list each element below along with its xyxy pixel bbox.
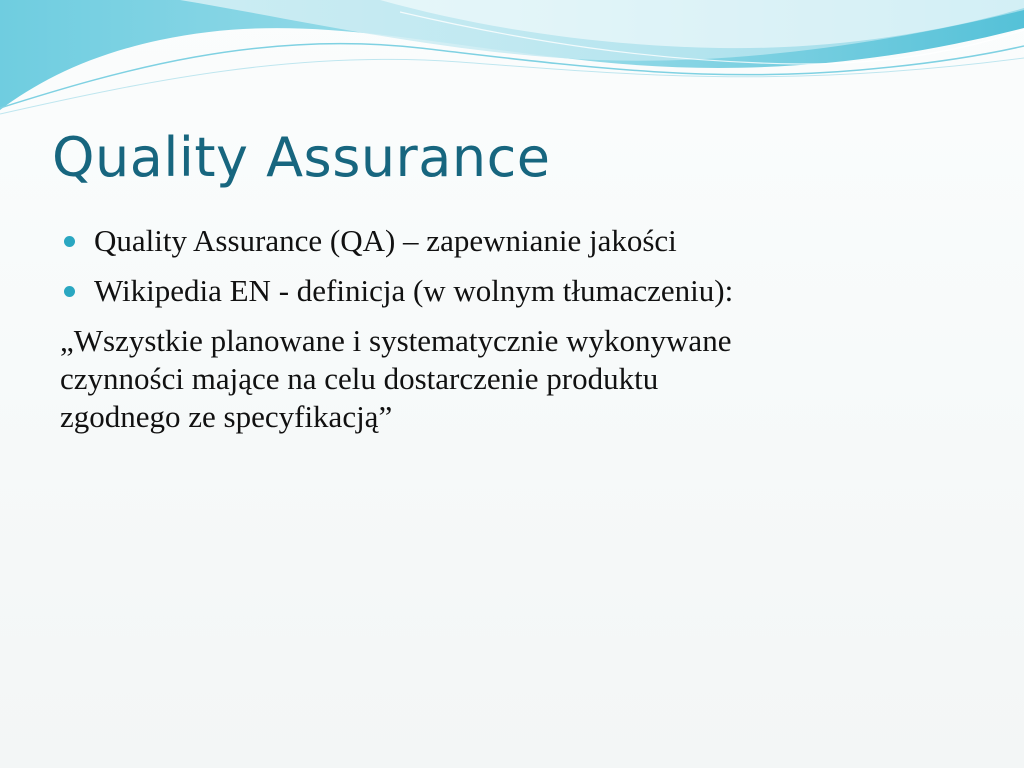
- bullet-dot-icon: [64, 286, 75, 297]
- bullet-text: Quality Assurance (QA) – zapewnianie jakości: [94, 223, 677, 258]
- slide-title: Quality Assurance: [52, 126, 551, 189]
- bullet-text: Wikipedia EN - definicja (w wolnym tłumaczeniu):: [94, 273, 734, 308]
- definition-quote: [60, 322, 980, 436]
- bullet-item-qa: [60, 222, 980, 260]
- quote-line: „Wszystkie planowane i systematycznie wykonywane: [60, 323, 732, 358]
- bullet-dot-icon: [64, 236, 75, 247]
- header-wave-decoration: [0, 0, 1024, 120]
- bullet-item-wikipedia: [60, 272, 980, 310]
- quote-line: zgodnego ze specyfikacją”: [60, 399, 393, 434]
- quote-line: czynności mające na celu dostarczenie produktu: [60, 361, 659, 396]
- slide-body: [60, 222, 980, 436]
